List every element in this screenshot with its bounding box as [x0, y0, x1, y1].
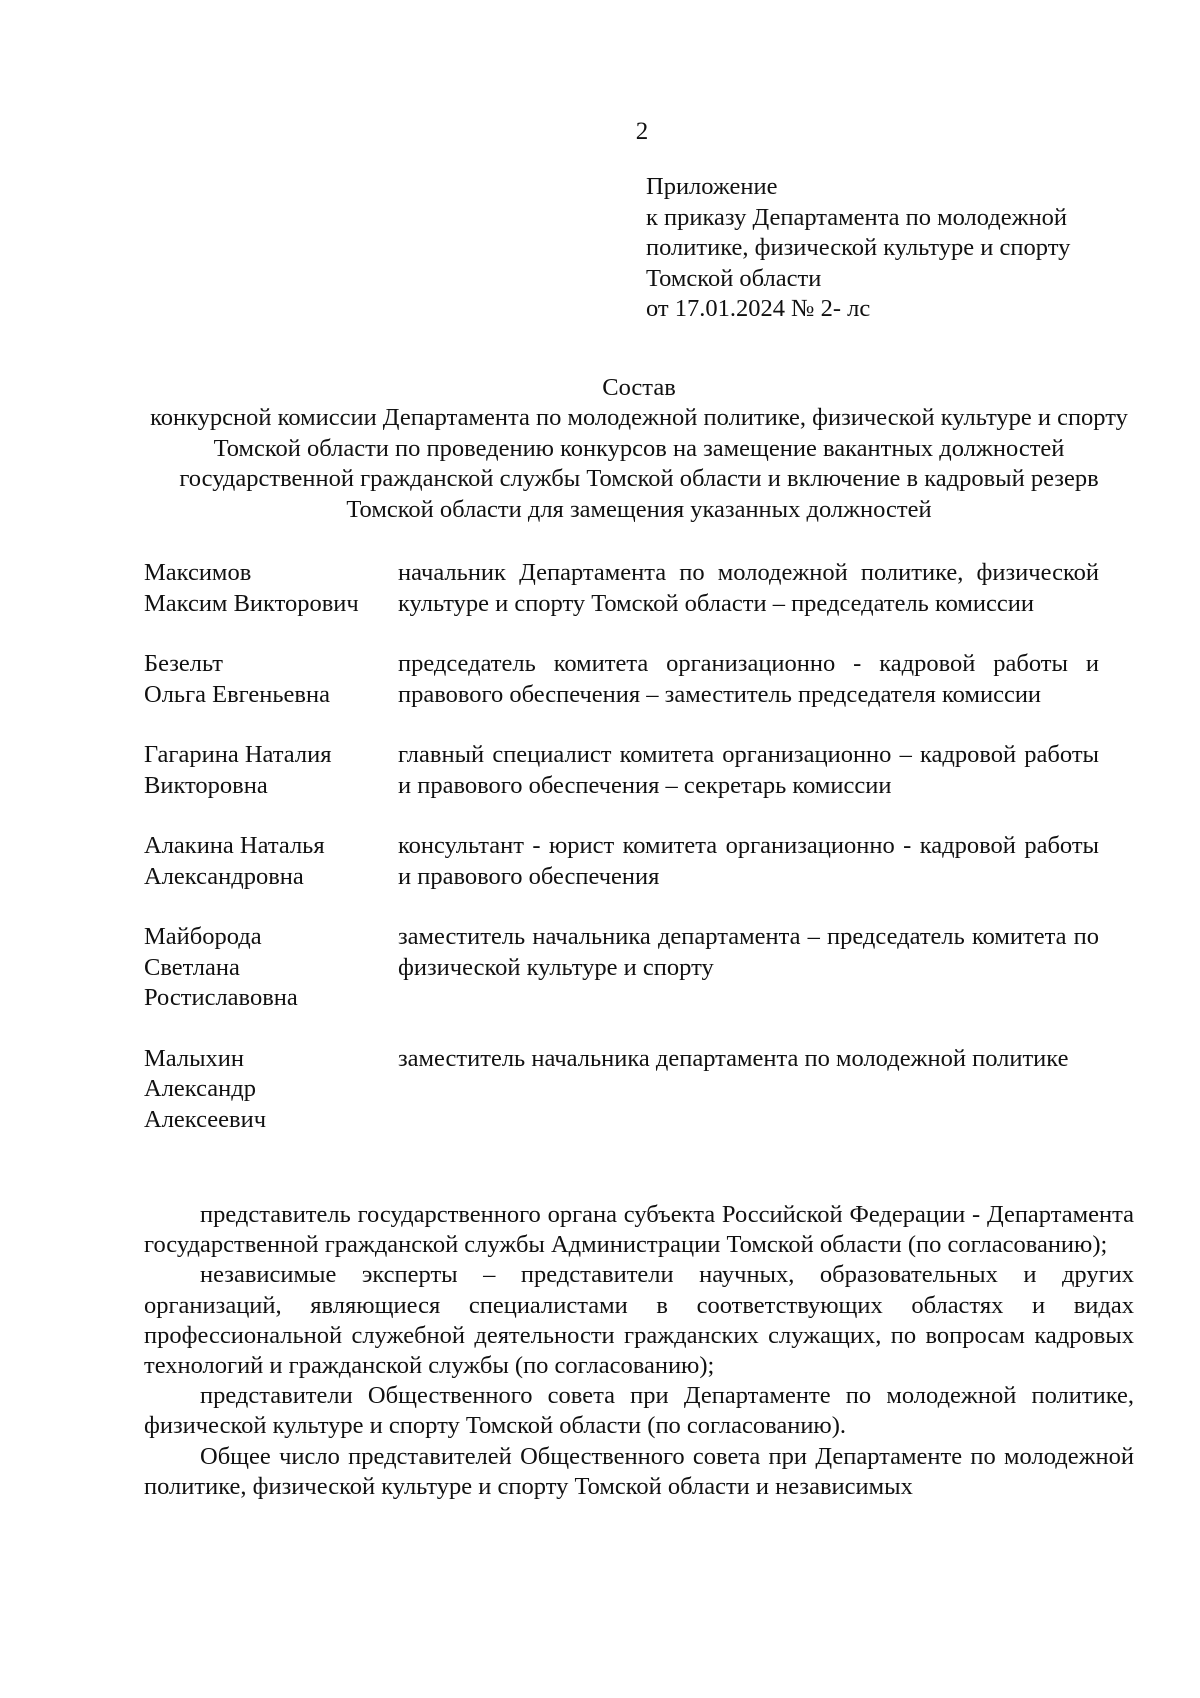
member-role: председатель комитета организационно - кадровой работы и правового обеспечения – заместитель председателя комиссии	[398, 650, 1099, 708]
member-name-line: Светлана	[144, 953, 240, 981]
member-name-line: Викторовна	[144, 771, 268, 799]
appendix-line: от 17.01.2024 № 2- лс	[646, 295, 871, 322]
member-row	[144, 740, 1099, 801]
body-paragraph: представители Общественного совета при Департаменте по молодежной политике, физической культуре и спорту Томской области (по согласованию).	[144, 1382, 1134, 1440]
member-role: начальник Департамента по молодежной политике, физической культуре и спорту Томской области – председатель комиссии	[398, 559, 1099, 617]
member-role: главный специалист комитета организационно – кадровой работы и правового обеспечения – секретарь комиссии	[398, 741, 1099, 799]
member-name-line: Ольга Евгеньевна	[144, 680, 330, 708]
member-name	[144, 1044, 398, 1136]
member-name-line: Ростиславовна	[144, 984, 298, 1011]
member-row	[144, 558, 1099, 619]
member-name-line: Алексеевич	[144, 1105, 267, 1133]
member-name-line: Малыхин	[144, 1044, 245, 1072]
member-name-line: Максимов	[144, 559, 252, 586]
member-row	[144, 831, 1099, 892]
member-name-line: Александр	[144, 1075, 256, 1102]
body-paragraph: независимые эксперты – представители научных, образовательных и других организаций, являющиеся специалистами в соответствующих областях и видах профессиональной служебной деятельности гражданских служащих, по вопросам кадровых технологий и гражданской службы (по согласованию);	[144, 1261, 1134, 1380]
member-row	[144, 922, 1099, 1014]
body-paragraphs	[144, 1200, 1134, 1502]
page-number: 2	[635, 118, 649, 145]
title-subtitle: конкурсной комиссии Департамента по молодежной политике, физической культуре и спорту Томской области по проведению конкурсов на замещение вакантных должностей государственной гражданской службы Томской области и включение в кадровый резерв Томской области для замещения указанных должностей	[150, 404, 1128, 523]
appendix-line: политике, физической культуре и спорту	[646, 234, 1071, 261]
member-name-line: Гагарина Наталия	[144, 741, 332, 768]
member-role: консультант - юрист комитета организационно - кадровой работы и правового обеспечения	[398, 832, 1099, 890]
member-name-line: Безельт	[144, 650, 223, 677]
member-name	[144, 831, 398, 892]
member-row	[144, 1044, 1099, 1136]
appendix-line: к приказу Департамента по молодежной	[646, 203, 1068, 231]
member-role: заместитель начальника департамента по молодежной политике	[398, 1044, 1069, 1072]
member-row	[144, 649, 1099, 710]
member-name	[144, 649, 398, 710]
member-name	[144, 922, 398, 1014]
member-name-line: Майборода	[144, 923, 262, 950]
document-title	[142, 373, 1136, 525]
member-name	[144, 740, 398, 801]
member-name-line: Максим Викторович	[144, 589, 359, 617]
member-role: заместитель начальника департамента – председатель комитета по физической культуре и спорту	[398, 923, 1099, 981]
commission-members	[144, 558, 1099, 1165]
member-name-line: Алакина Наталья	[144, 832, 325, 859]
title-heading: Состав	[602, 374, 676, 401]
member-name-line: Александровна	[144, 862, 304, 890]
appendix-line: Приложение	[646, 173, 778, 200]
appendix-block	[646, 172, 1166, 325]
body-paragraph: Общее число представителей Общественного совета при Департаменте по молодежной политике, физической культуре и спорту Томской области и независимых	[144, 1442, 1134, 1500]
appendix-line: Томской области	[646, 264, 822, 292]
member-name	[144, 558, 398, 619]
body-paragraph: представитель государственного органа субъекта Российской Федерации - Департамента государственной гражданской службы Администрации Томской области (по согласованию);	[144, 1201, 1134, 1259]
